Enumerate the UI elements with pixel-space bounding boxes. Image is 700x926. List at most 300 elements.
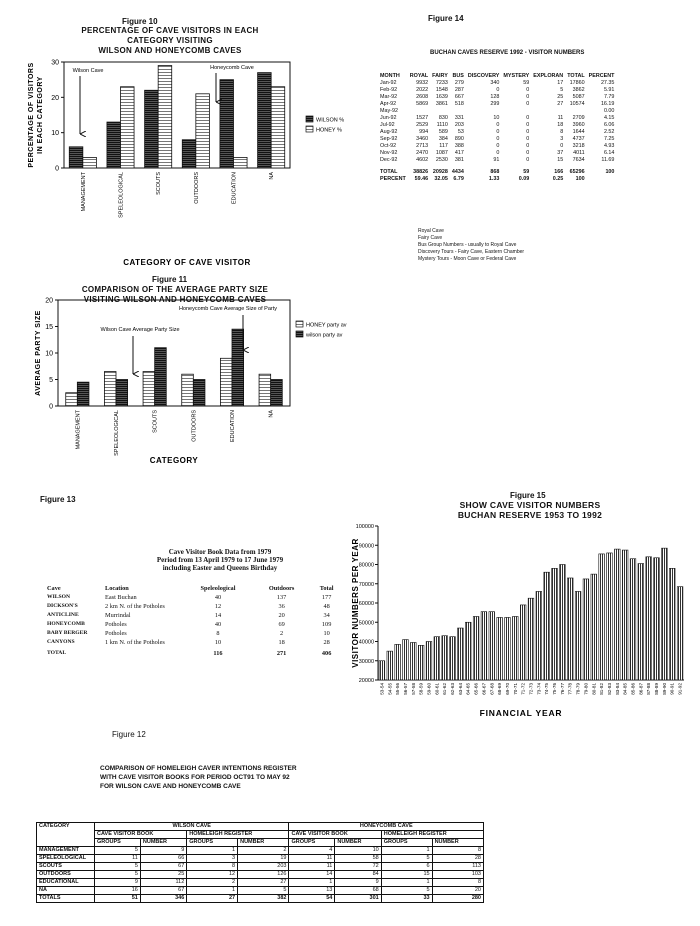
table-cell: 1 [187,847,238,855]
plot-frame [58,300,290,406]
y-tick-label: 80000 [358,562,374,569]
bar-79-80 [583,579,589,680]
table-cell: 14 [214,612,222,619]
table-cell: 0.00 [603,108,615,114]
table-cell: 1 [289,879,335,887]
fig14-col-total: TOTAL [567,73,585,79]
bar-honey-party-av-outdoors [182,374,194,406]
table-cell: CANYONS [47,639,75,645]
fig13-title [110,548,330,572]
table-cell: 8 [560,129,564,135]
table-cell: 27 [557,101,564,107]
table-cell: 388 [454,143,464,149]
table-cell: 1 km N. of the Potholes [105,639,165,646]
table-cell: Nov-92 [380,150,398,156]
table-cell: 331 [454,115,464,121]
table-cell: MANAGEMENT [37,847,95,855]
table-cell: 4.15 [603,115,615,121]
fig15-title-line1: SHOW CAVE VISITOR NUMBERS [459,500,601,510]
y-tick-label: 70000 [358,581,374,588]
bar-honey--speleological [121,87,135,168]
table-cell: Jun-92 [380,115,397,121]
bar-wilson-party-av-speleological [116,380,128,407]
bar-61-62 [442,636,448,680]
x-axis-label: CATEGORY [149,456,199,465]
x-tick-label: MANAGEMENT [80,172,87,212]
table-cell: 0 [526,157,530,163]
x-tick-label: 62-63 [450,683,456,695]
table-cell: 1644 [572,129,585,135]
table-cell: 271 [276,650,287,657]
table-cell: East Buchan [105,594,137,601]
x-tick-label: 53-54 [379,683,385,695]
table-cell: 54 [289,895,335,903]
table-cell: 0 [496,122,500,128]
x-tick-label: EDUCATION [231,172,238,204]
fig13-col-outdoors: Outdoors [268,585,295,592]
table-cell: 25 [140,871,186,879]
table-cell: 0 [496,150,500,156]
fig13-col-speleo: Speleological [200,585,236,592]
table-cell: 177 [321,594,332,601]
x-tick-label: OUTDOORS [193,172,200,204]
x-tick-label: 82-83 [606,683,612,695]
x-tick-label: 83-84 [614,683,620,695]
table-cell: 15 [557,157,564,163]
table-cell: 1548 [435,87,448,93]
bar-wilson-party-av-education [232,329,244,406]
table-cell: Dec-92 [380,157,398,163]
table-row [37,847,484,855]
bar-honey--na [271,87,285,168]
table-cell: Potholes [105,621,127,628]
table-cell: 8 [432,847,483,855]
table-cell [531,108,565,115]
legend-swatch [296,321,303,327]
table-cell: 40 [214,594,222,601]
fig15-label: Figure 15 [510,491,546,500]
fig12-title-line2: WITH CAVE VISITOR BOOKS FOR PERIOD OCT91 TO MAY 92 [100,774,290,781]
fig13-col-cave: Cave [47,585,61,592]
table-cell: 1 [381,879,432,887]
x-tick-label: SPELEOLOGICAL [118,172,125,218]
bar-68-69 [497,617,503,680]
x-tick-label: SPELEOLOGICAL [114,410,120,456]
bar-76-77 [560,565,566,681]
bar-83-84 [614,549,620,680]
bar-57-58 [410,642,416,680]
fig12-col-honey-book: CAVE VISITOR BOOK [289,831,381,839]
x-tick-label: 59-60 [426,683,432,695]
table-cell: 6 [381,863,432,871]
table-cell [450,108,466,115]
table-cell: 0 [496,136,500,142]
table-cell: 27.35 [600,80,615,86]
table-cell: 7634 [572,157,585,163]
table-cell: 13 [289,887,335,895]
fig12-col-number: NUMBER [140,839,186,847]
bar-89-90 [662,548,668,680]
wilson-cave-annotation: Wilson Cave [72,68,104,74]
bar-honey-party-av-na [259,374,271,406]
bar-84-85 [622,550,628,680]
table-cell: 2 [187,879,238,887]
table-cell: 126 [238,871,289,879]
bar-60-61 [434,637,440,680]
table-cell: 69 [278,621,285,628]
table-row [37,871,484,879]
table-row [37,863,484,871]
bar-88-89 [654,558,660,680]
table-cell: 299 [490,101,500,107]
fig14-note: Fairy Cave [418,235,443,241]
fig10-label: Figure 10 [122,17,158,26]
x-tick-label: 63-64 [457,683,463,695]
x-tick-label: NA [269,172,276,180]
bar-87-88 [646,557,652,680]
table-cell: 33 [381,895,432,903]
table-cell: 994 [419,129,429,135]
table-cell: 4434 [451,169,464,175]
table-cell: 2 [238,847,289,855]
bar-wilson-party-av-scouts [155,348,167,406]
table-cell: 9 [335,879,381,887]
table-cell: 67 [140,863,186,871]
fig14-header-row [378,73,616,80]
table-cell: SCOUTS [37,863,95,871]
fig12-header-row-2 [37,831,484,839]
table-cell: 12 [187,871,238,879]
table-cell: PERCENT [380,176,406,182]
table-cell: 0 [526,150,530,156]
x-tick-label: 71-72 [520,683,526,695]
x-tick-label: 55-56 [395,683,401,695]
table-cell: 128 [490,94,500,100]
table-cell: 2470 [416,150,429,156]
table-cell: 59 [523,169,530,175]
table-cell: 11 [557,115,564,121]
table-cell: 1110 [436,122,448,128]
bar-wilson--speleological [107,122,121,168]
table-row [378,115,616,122]
table-cell: 109 [321,621,332,628]
bar-honey-party-av-management [66,393,78,406]
table-cell: TOTAL [47,650,67,656]
bar-honey--scouts [158,66,172,168]
table-cell: Murrindal [105,612,131,619]
table-cell: 116 [213,650,223,657]
table-cell: 2 km N. of the Potholes [105,603,165,610]
fig13-total-row [44,647,344,658]
fig14-total-row [378,169,616,176]
x-tick-label: 70-71 [512,683,518,695]
table-cell: 17860 [569,80,585,86]
x-tick-label: 60-61 [434,683,440,695]
table-cell: 384 [438,136,448,142]
table-cell: 0 [560,143,564,149]
fig12-col-groups: GROUPS [187,839,238,847]
legend-swatch [306,126,313,132]
table-cell: 8 [432,879,483,887]
table-cell: 0 [526,143,530,149]
fig14-note: Bus Group Numbers - usually to Royal Cave [418,242,517,248]
table-cell: 2 [280,630,284,637]
table-cell: 0.25 [552,176,564,182]
table-cell: 279 [454,80,464,86]
x-tick-label: 89-90 [661,683,667,695]
table-cell: 6.14 [603,150,615,156]
bar-69-70 [505,617,511,680]
x-tick-label: NA [268,410,275,418]
table-cell: 301 [335,895,381,903]
table-cell: 9 [95,879,141,887]
table-row [44,638,344,647]
y-tick-label: 20 [51,94,59,102]
table-cell: WILSON [47,594,71,600]
fig13-title-line3: including Easter and Queens Birthday [162,564,278,572]
table-cell: 84 [335,871,381,879]
bar-honey-party-av-scouts [143,372,155,406]
table-cell: 518 [454,101,464,107]
plot-frame [64,62,290,168]
bar-wilson-party-av-outdoors [193,380,205,407]
table-row [378,143,616,150]
fig10-title [40,26,300,56]
table-cell: 8 [216,630,220,637]
y-tick-label: 30 [51,59,59,67]
bar-63-64 [458,628,464,680]
x-tick-label: 80-81 [591,683,597,695]
table-cell: 14 [289,871,335,879]
table-cell: 8 [187,863,238,871]
x-tick-label: 64-65 [465,683,471,695]
bar-67-68 [489,612,495,680]
table-cell: 40 [214,621,222,628]
table-cell: 100 [575,176,585,182]
table-cell: 18 [557,122,564,128]
fig12-col-number: NUMBER [335,839,381,847]
table-cell: 20 [278,612,285,619]
table-cell: 2709 [572,115,585,121]
fig13-col-total: Total [319,585,334,592]
y-tick-label: 60000 [358,601,374,607]
table-row [44,593,344,602]
honeycomb-avg-annotation: Honeycomb Cave Average Size of Party [178,306,278,312]
fig11-title-line2: VISITING WILSON AND HONEYCOMB CAVES [83,295,267,304]
fig14-col-fairy: FAIRY [432,73,448,79]
table-cell: 51 [95,895,141,903]
table-cell: 20 [432,887,483,895]
table-cell: 382 [238,895,289,903]
bar-honey--education [234,157,248,168]
fig13-header-row [44,584,344,593]
table-cell: 20928 [432,169,448,175]
table-row [378,122,616,129]
y-tick-label: 0 [55,165,59,173]
table-row [37,855,484,863]
fig10-chart [0,54,350,268]
table-cell: Oct-92 [380,143,397,149]
table-row [378,101,616,108]
table-cell: 2022 [416,87,429,93]
x-tick-label: 56-57 [402,683,408,695]
table-cell: 58 [335,855,381,863]
table-cell: 11 [289,863,335,871]
table-cell: 9932 [416,80,429,86]
table-cell: 28 [432,855,483,863]
table-cell: 4011 [573,150,585,156]
table-row [378,157,616,164]
table-cell: 113 [432,863,483,871]
bar-65-66 [473,616,479,680]
table-cell: 17 [557,80,564,86]
bar-honey-party-av-speleological [104,372,116,406]
bar-72-73 [528,598,534,680]
table-cell: 346 [140,895,186,903]
table-cell: 2713 [416,143,429,149]
table-cell: 0 [526,115,530,121]
fig14-col-bus: BUS [452,73,464,79]
table-cell: 0 [496,87,500,93]
table-cell: 0 [496,143,500,149]
table-cell: 27 [238,879,289,887]
table-cell: 100 [605,169,615,175]
bar-honey-party-av-education [220,358,232,406]
bar-66-67 [481,612,487,680]
bar-85-86 [630,559,636,680]
table-cell: 9 [140,847,186,855]
x-tick-label: SCOUTS [152,410,159,433]
table-cell: 406 [321,650,332,657]
table-cell [565,108,586,115]
y-axis-label: VISITOR NUMBERS PER YEAR [351,538,360,668]
table-cell: 166 [554,169,564,175]
fig12-col-honeycomb: HONEYCOMB CAVE [289,823,484,831]
table-cell: 1639 [435,94,448,100]
table-cell: 5 [95,871,141,879]
fig14-table [378,73,616,183]
x-tick-label: 81-82 [599,683,605,695]
legend-swatch [296,331,303,337]
bar-58-59 [418,645,424,680]
legend-label: WILSON % [316,117,345,124]
table-cell: 117 [439,143,448,149]
fig14-col-exploran: EXPLORAN [533,73,564,79]
x-tick-label: 74-75 [544,683,550,695]
table-cell: BABY BERGER [47,630,88,636]
y-tick-label: 100000 [355,524,374,530]
bar-90-91 [669,568,675,680]
table-cell: 5087 [572,94,585,100]
table-cell: 0.09 [518,176,530,182]
x-tick-label: 73-74 [536,683,542,695]
fig12-label: Figure 12 [112,730,146,739]
table-row [378,80,616,87]
x-tick-label: 76-77 [559,683,565,695]
x-axis-label: CATEGORY OF CAVE VISITOR [123,258,251,267]
x-tick-label: 68-69 [497,683,503,695]
fig14-note: Discovery Tours - Fairy Cave, Eastern Chamber [418,249,525,255]
table-row [44,629,344,638]
bar-wilson--education [220,80,234,168]
table-cell: 4602 [416,157,429,163]
table-cell: 5 [95,863,141,871]
x-tick-label: 69-70 [504,683,510,695]
table-cell: 1087 [435,150,448,156]
table-cell: 7.79 [603,94,615,100]
table-cell: 203 [454,122,464,128]
table-cell: Potholes [105,630,127,637]
table-cell: 5 [95,847,141,855]
x-tick-label: 78-79 [575,683,581,695]
table-cell: 0 [526,87,530,93]
table-cell: 5 [381,887,432,895]
table-cell: 28 [323,639,330,646]
bar-80-81 [591,574,597,680]
table-cell: 10574 [569,101,585,107]
table-cell: 103 [432,871,483,879]
bar-wilson--scouts [145,90,159,168]
y-tick-label: 0 [49,403,53,411]
fig12-col-wilson-book: CAVE VISITOR BOOK [95,831,187,839]
table-cell: 27 [187,895,238,903]
fig12-totals-row [37,895,484,903]
table-cell: 34 [323,612,330,619]
table-cell: 2530 [435,157,448,163]
x-tick-label: 79-80 [583,683,589,695]
table-row [44,620,344,629]
fig14-col-percent: PERCENT [588,73,615,79]
x-tick-label: 58-59 [418,683,424,695]
fig11-chart [0,288,380,470]
bar-70-71 [512,616,518,680]
table-cell: 287 [454,87,464,93]
fig13-table [44,584,344,658]
y-tick-label: 20 [45,297,53,305]
table-cell: 3862 [572,87,585,93]
bar-56-57 [403,640,409,680]
table-cell: 3 [187,855,238,863]
fig12-col-groups: GROUPS [381,839,432,847]
table-cell: 0 [526,101,530,107]
y-tick-label: 30000 [358,658,374,665]
x-tick-label: 66-67 [481,683,487,695]
table-row [44,602,344,611]
fig10-title-line3: WILSON AND HONEYCOMB CAVES [98,46,242,55]
fig14-col-discovery: DISCOVERY [467,73,500,79]
table-cell: 417 [454,150,464,156]
x-tick-label: 77-78 [567,683,573,695]
table-cell: 65296 [569,169,585,175]
bar-62-63 [450,637,456,680]
table-cell: 0 [526,94,530,100]
y-tick-label: 50000 [358,620,374,627]
table-cell: 4 [289,847,335,855]
y-axis-label: AVERAGE PARTY SIZE [35,310,42,396]
fig12-col-honey-register: HOMELEIGH REGISTER [381,831,483,839]
table-cell: 3 [560,136,564,142]
fig13-title-line2: Period from 13 April 1979 to 17 June 1979 [156,556,284,564]
fig14-notes [418,228,524,263]
table-cell: 5869 [416,101,429,107]
table-cell: 112 [140,879,186,887]
table-cell: 5 [381,855,432,863]
bar-wilson-party-av-na [271,380,283,407]
fig12-title [100,764,297,791]
table-cell: TOTALS [37,895,95,903]
table-cell: 4737 [572,136,585,142]
table-cell: 10 [214,639,222,646]
